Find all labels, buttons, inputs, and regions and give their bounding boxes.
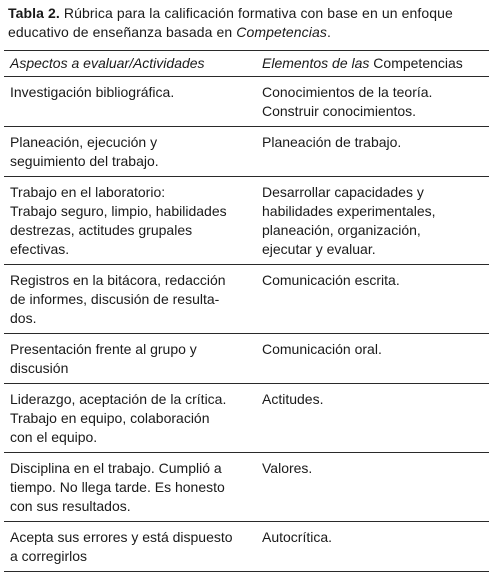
element-line: Comunicación escrita. <box>262 272 400 288</box>
element-line: Desarrollar capacidades y <box>262 184 424 200</box>
element-cell <box>258 384 489 453</box>
aspect-line: Liderazgo, aceptación de la crítica. <box>10 391 227 407</box>
aspect-line: de informes, discusión de resulta- <box>10 291 220 307</box>
aspect-line: Disciplina en el trabajo. Cumplió a <box>10 460 222 476</box>
table-body <box>4 77 489 572</box>
element-cell <box>258 77 489 127</box>
aspect-line: con el equipo. <box>10 429 98 445</box>
aspect-cell <box>4 127 258 177</box>
aspect-line: Trabajo seguro, limpio, habilidades <box>10 203 227 219</box>
element-cell <box>258 334 489 384</box>
rubric-table <box>4 50 489 572</box>
aspect-line: Presentación frente al grupo y <box>10 341 197 357</box>
table-caption <box>8 4 486 42</box>
aspect-line: Trabajo en el laboratorio: <box>10 184 166 200</box>
table-row <box>4 127 489 177</box>
aspect-cell <box>4 384 258 453</box>
element-line: Comunicación oral. <box>262 341 382 357</box>
aspect-line: efectivas. <box>10 241 70 257</box>
aspect-line: Investigación bibliográfica. <box>10 84 175 100</box>
aspect-line: Acepta sus errores y está dispuesto <box>10 529 233 545</box>
element-line: ejecutar y evaluar. <box>262 241 376 257</box>
aspect-line: con sus resultados. <box>10 498 131 514</box>
aspect-cell <box>4 334 258 384</box>
table-row <box>4 453 489 522</box>
header-elements: Elementos de las Competencias <box>258 51 489 77</box>
caption-end: . <box>326 24 331 40</box>
element-cell <box>258 265 489 334</box>
table-row <box>4 384 489 453</box>
table-row <box>4 77 489 127</box>
header-aspects: Aspectos a evaluar/Actividades <box>4 51 258 77</box>
aspect-line: dos. <box>10 310 37 326</box>
aspect-cell <box>4 265 258 334</box>
element-line: Conocimientos de la teoría. <box>262 84 433 100</box>
element-line: Valores. <box>262 460 313 476</box>
aspect-cell <box>4 453 258 522</box>
element-line: habilidades experimentales, <box>262 203 436 219</box>
aspect-line: Trabajo en equipo, colaboración <box>10 410 210 426</box>
element-line: Autocrítica. <box>262 529 333 545</box>
aspect-line: tiempo. No llega tarde. Es honesto <box>10 479 225 495</box>
aspect-line: a corregirlos <box>10 548 88 564</box>
caption-label: Tabla 2. <box>8 5 60 21</box>
caption-italic-term: Competencias <box>236 24 327 40</box>
aspect-line: destrezas, actitudes grupales <box>10 222 193 238</box>
caption-text-line1: Rúbrica para la calificación formativa con base en un enfoque <box>59 5 453 21</box>
aspect-cell <box>4 177 258 265</box>
element-cell <box>258 177 489 265</box>
aspect-line: seguimiento del trabajo. <box>10 153 159 169</box>
table-header-row <box>4 51 489 77</box>
table-row <box>4 177 489 265</box>
element-cell <box>258 453 489 522</box>
aspect-line: discusión <box>10 360 69 376</box>
caption-text-line2: educativo de enseñanza basada en <box>8 24 237 40</box>
element-line: Actitudes. <box>262 391 324 407</box>
element-line: Planeación de trabajo. <box>262 134 402 150</box>
element-line: planeación, organización, <box>262 222 421 238</box>
aspect-line: Planeación, ejecución y <box>10 134 158 150</box>
aspect-line: Registros en la bitácora, redacción <box>10 272 226 288</box>
element-cell <box>258 127 489 177</box>
aspect-cell <box>4 77 258 127</box>
table-row <box>4 265 489 334</box>
table-row <box>4 334 489 384</box>
element-line: Construir conocimientos. <box>262 103 417 119</box>
